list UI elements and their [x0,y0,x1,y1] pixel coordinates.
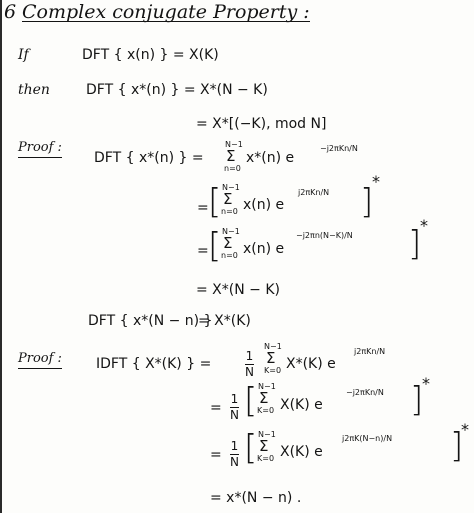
proof2-line2: X(K) e [280,397,323,413]
proof1-line3-exponent: −j2πn(N−K)/N [296,231,353,240]
dft-shift-rhs: = X*(K) [198,313,251,329]
proof1-sum-bottom: n=0 [224,164,241,173]
then-equation-mod: = X*[(−K), mod N] [196,116,327,132]
sigma-symbol: Σ [223,190,233,208]
dft-shift-lhs: DFT { x*(N − n) } [88,313,213,329]
left-bracket: [ [244,428,258,468]
conjugate-star: * [461,420,469,439]
proof1-line3: x(n) e [243,241,285,257]
fraction-denominator: N [230,455,239,469]
proof2-sum-bottom: K=0 [257,454,275,463]
if-label: If [18,47,29,63]
proof2-sum-bottom: K=0 [264,366,282,375]
proof2-line3-exponent: j2πK(N−n)/N [342,434,393,443]
proof2-line2-exponent: −j2πKn/N [346,388,384,397]
proof1-sum-top: N−1 [225,140,243,149]
right-bracket: ] [360,182,374,222]
one-over-n [245,350,254,379]
proof1-sum-top: N−1 [222,183,240,192]
proof2-line2-eq: = [210,400,222,416]
sigma-symbol: Σ [226,147,236,165]
proof1-label: Proof : [18,140,62,158]
proof1-sum-bottom: n=0 [221,207,238,216]
proof1-line1: x*(n) e [246,150,295,166]
conjugate-star: * [422,374,430,393]
margin-line [0,0,2,513]
sigma-symbol: Σ [266,349,276,367]
proof1-sum-top: N−1 [222,227,240,236]
left-bracket: [ [208,226,222,266]
proof1-lhs: DFT { x*(n) } = [94,150,204,166]
then-label: then [18,82,50,98]
proof1-line2-exponent: j2πKn/N [298,188,330,197]
proof2-sum-top: N−1 [258,382,276,391]
heading-title: Complex conjugate Property : [22,1,310,23]
fraction-numerator: 1 [230,439,239,453]
right-bracket: ] [450,426,464,466]
proof2-sum-bottom: K=0 [257,406,275,415]
proof2-label: Proof : [18,351,62,369]
proof1-line2: x(n) e [243,197,285,213]
then-equation: DFT { x*(n) } = X*(N − K) [86,82,268,98]
proof2-line1-exponent: j2πKn/N [354,347,386,356]
proof1-line2-eq: = [197,200,209,216]
fraction-numerator: 1 [245,349,254,363]
right-bracket: ] [408,224,422,264]
right-bracket: ] [410,380,424,420]
proof2-sum-top: N−1 [258,430,276,439]
if-equation: DFT { x(n) } = X(K) [82,47,219,63]
conjugate-star: * [372,172,380,191]
fraction-numerator: 1 [230,392,239,406]
sigma-symbol: Σ [223,234,233,252]
left-bracket: [ [208,182,222,222]
sigma-symbol: Σ [259,437,269,455]
proof2-sum-top: N−1 [264,342,282,351]
proof2-line3: X(K) e [280,444,323,460]
proof2-line3-eq: = [210,447,222,463]
proof2-result: = x*(N − n) . [210,490,302,506]
fraction-denominator: N [230,408,239,422]
proof1-result: = X*(N − K) [196,282,280,298]
fraction-denominator: N [245,365,254,379]
one-over-n [230,393,239,422]
one-over-n [230,440,239,469]
conjugate-star: * [420,216,428,235]
proof1-sum-bottom: n=0 [221,251,238,260]
proof2-lhs: IDFT { X*(K) } = [96,356,212,372]
proof2-line1: X*(K) e [286,356,336,372]
proof1-line3-eq: = [197,243,209,259]
sigma-symbol: Σ [259,389,269,407]
proof1-line1-exponent: −j2πKn/N [320,144,358,153]
left-bracket: [ [244,381,258,421]
heading-number: 6 [4,1,17,23]
